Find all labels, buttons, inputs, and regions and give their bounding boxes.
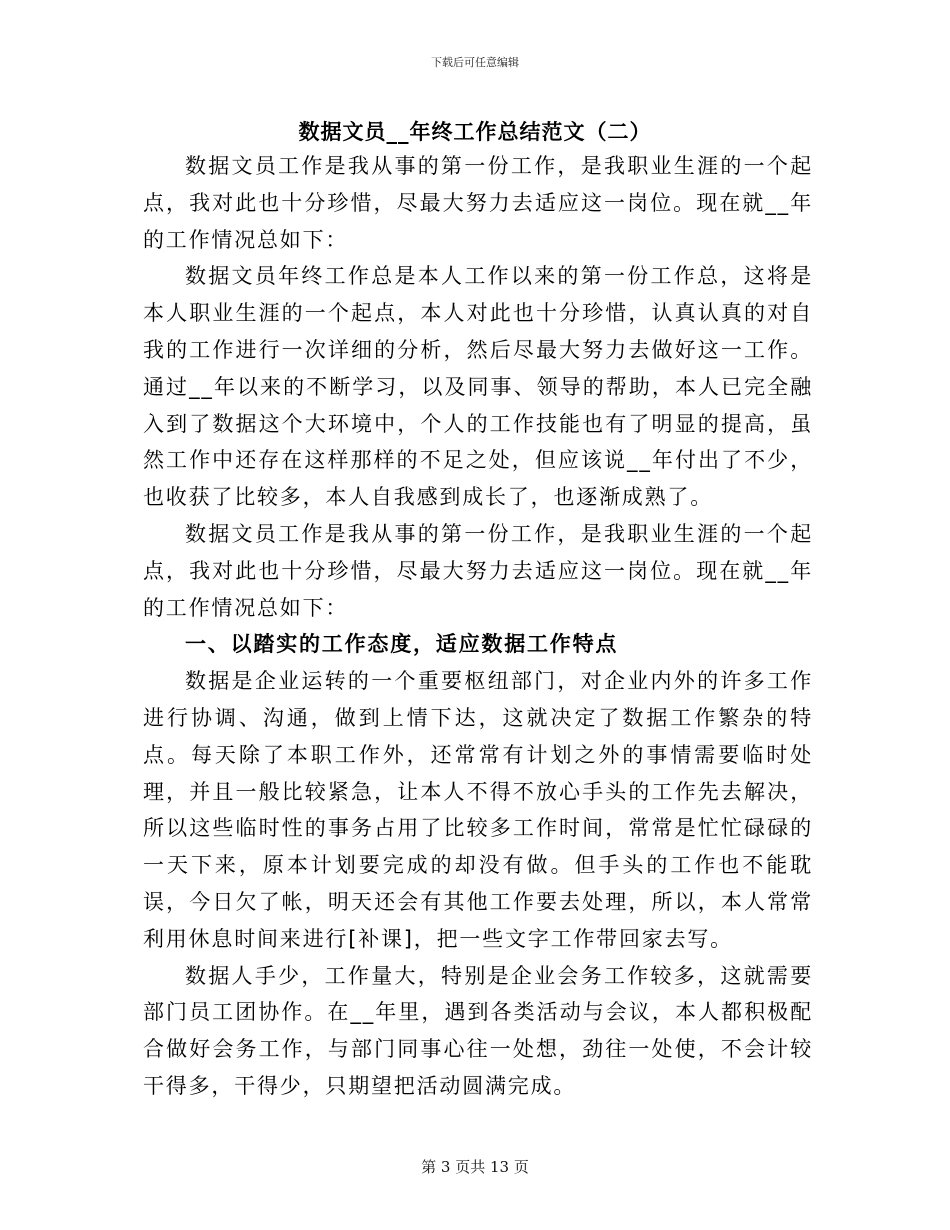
paragraph: 数据文员年终工作总是本人工作以来的第一份工作总，这将是本人职业生涯的一个起点，本人对此也十分珍惜，认真认真的对自我的工作进行一次详细的分析，然后尽最大努力去做好这一工作。通过__年以来的不断学习，以及同事、领导的帮助，本人已完全融入到了数据这个大环境中，个人的工作技能也有了明显的提高，虽然工作中还存在这样那样的不足之处，但应该说__年付出了不少，也收获了比较多，本人自我感到成长了，也逐渐成熟了。 <box>143 264 813 510</box>
document-body <box>143 148 813 1105</box>
paragraph: 数据文员工作是我从事的第一份工作，是我职业生涯的一个起点，我对此也十分珍惜，尽最大努力去适应这一岗位。现在就__年的工作情况总如下： <box>143 521 813 620</box>
section-heading: 一、以踏实的工作态度，适应数据工作特点 <box>185 632 619 657</box>
paragraph: 数据是企业运转的一个重要枢纽部门，对企业内外的许多工作进行协调、沟通，做到上情下达，这就决定了数据工作繁杂的特点。每天除了本职工作外，还常常有计划之外的事情需要临时处理，并且一般比较紧急，让本人不得不放心手头的工作先去解决，所以这些临时性的事务占用了比较多工作时间，常常是忙忙碌碌的一天下来，原本计划要完成的却没有做。但手头的工作也不能耽误，今日欠了帐，明天还会有其他工作要去处理，所以，本人常常利用休息时间来进行[补课]，把一些文字工作带回家去写。 <box>143 669 813 951</box>
header-note: 下载后可任意编辑 <box>431 56 519 69</box>
paragraph: 数据人手少，工作量大，特别是企业会务工作较多，这就需要部门员工团协作。在__年里，遇到各类活动与会议，本人都积极配合做好会务工作，与部门同事心往一处想，劲往一处使，不会计较干得多，干得少，只期望把活动圆满完成。 <box>143 963 813 1098</box>
page-number: 第 3 页共 13 页 <box>421 1158 529 1176</box>
document-title: 数据文员__年终工作总结范文（二） <box>298 120 652 144</box>
paragraph: 数据文员工作是我从事的第一份工作，是我职业生涯的一个起点，我对此也十分珍惜，尽最大努力去适应这一岗位。现在就__年的工作情况总如下： <box>143 154 813 252</box>
